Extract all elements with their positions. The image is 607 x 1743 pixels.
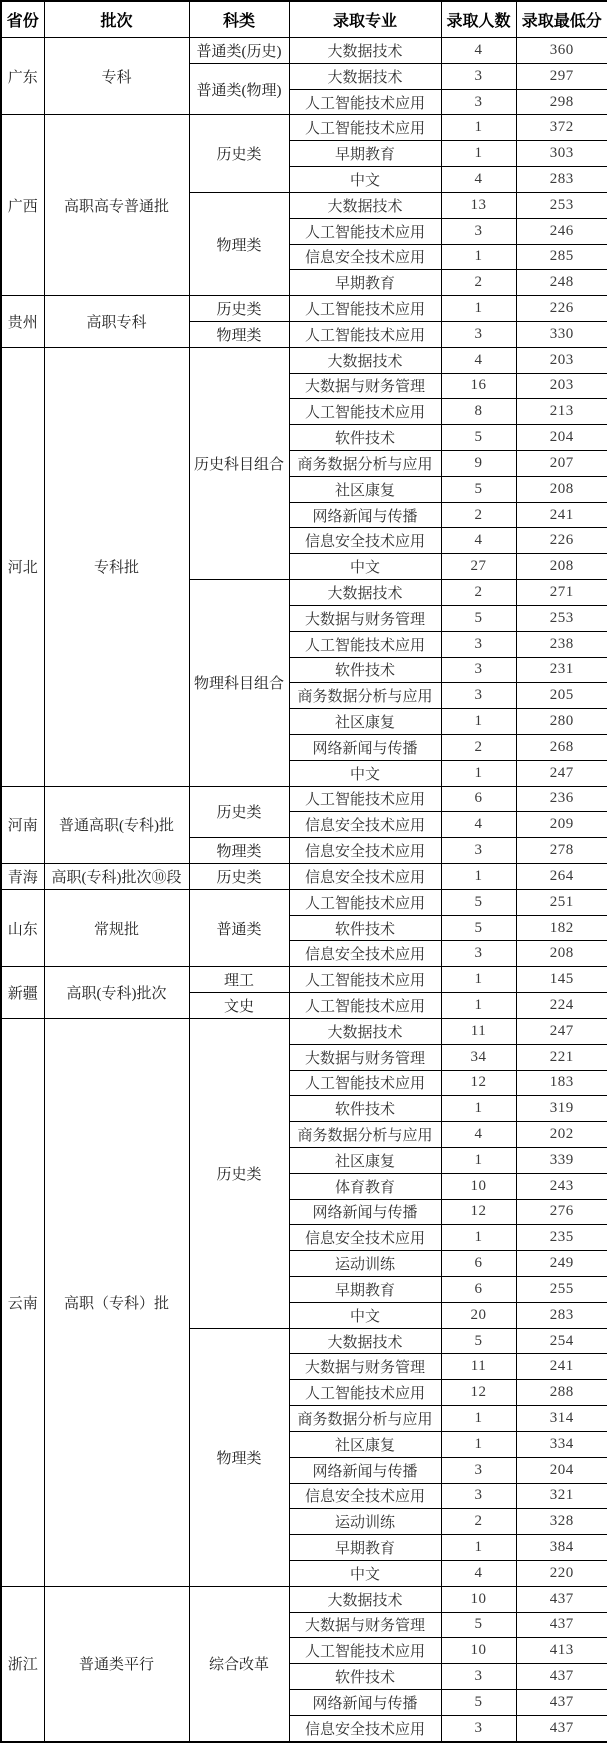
count-cell: 34 [441,1044,516,1070]
count-cell: 1 [441,141,516,167]
score-cell: 202 [516,1122,607,1148]
score-cell: 208 [516,476,607,502]
category-cell: 文史 [189,993,289,1019]
score-cell: 253 [516,192,607,218]
score-cell: 204 [516,425,607,451]
count-cell: 3 [441,321,516,347]
score-cell: 231 [516,657,607,683]
score-cell: 247 [516,1018,607,1044]
score-cell: 235 [516,1225,607,1251]
table-row [1,1018,607,1044]
major-cell: 社区康复 [289,1147,441,1173]
major-cell: 软件技术 [289,1664,441,1690]
major-cell: 商务数据分析与应用 [289,1122,441,1148]
major-cell: 商务数据分析与应用 [289,451,441,477]
score-cell: 339 [516,1147,607,1173]
count-cell: 4 [441,1560,516,1586]
major-cell: 人工智能技术应用 [289,967,441,993]
score-cell: 437 [516,1715,607,1742]
count-cell: 1 [441,1225,516,1251]
major-cell: 早期教育 [289,141,441,167]
major-cell: 早期教育 [289,1277,441,1303]
header-cell-batch: 批次 [44,1,189,38]
major-cell: 中文 [289,554,441,580]
score-cell: 247 [516,760,607,786]
score-cell: 183 [516,1070,607,1096]
category-cell: 历史科目组合 [189,347,289,579]
score-cell: 251 [516,889,607,915]
count-cell: 3 [441,1483,516,1509]
count-cell: 1 [441,115,516,141]
score-cell: 280 [516,709,607,735]
batch-cell: 普通高职(专科)批 [44,786,189,863]
score-cell: 283 [516,167,607,193]
major-cell: 商务数据分析与应用 [289,683,441,709]
table-header [1,1,607,38]
score-cell: 437 [516,1690,607,1716]
count-cell: 1 [441,760,516,786]
score-cell: 298 [516,89,607,115]
count-cell: 1 [441,1406,516,1432]
major-cell: 网络新闻与传播 [289,1690,441,1716]
province-cell: 青海 [1,864,44,890]
major-cell: 运动训练 [289,1509,441,1535]
count-cell: 3 [441,683,516,709]
province-cell: 河北 [1,347,44,786]
score-cell: 437 [516,1664,607,1690]
count-cell: 1 [441,1431,516,1457]
count-cell: 1 [441,967,516,993]
batch-cell: 普通类平行 [44,1586,189,1742]
count-cell: 5 [441,605,516,631]
major-cell: 软件技术 [289,1096,441,1122]
count-cell: 1 [441,993,516,1019]
major-cell: 人工智能技术应用 [289,993,441,1019]
count-cell: 3 [441,1664,516,1690]
score-cell: 321 [516,1483,607,1509]
major-cell: 信息安全技术应用 [289,864,441,890]
count-cell: 27 [441,554,516,580]
major-cell: 人工智能技术应用 [289,399,441,425]
category-cell: 历史类 [189,786,289,838]
major-cell: 信息安全技术应用 [289,838,441,864]
province-cell: 山东 [1,889,44,966]
count-cell: 6 [441,786,516,812]
score-cell: 241 [516,502,607,528]
major-cell: 软件技术 [289,915,441,941]
major-cell: 运动训练 [289,1251,441,1277]
count-cell: 1 [441,1096,516,1122]
score-cell: 248 [516,270,607,296]
province-cell: 新疆 [1,967,44,1019]
score-cell: 204 [516,1457,607,1483]
major-cell: 体育教育 [289,1173,441,1199]
score-cell: 255 [516,1277,607,1303]
count-cell: 4 [441,167,516,193]
table-row [1,786,607,812]
major-cell: 人工智能技术应用 [289,889,441,915]
major-cell: 大数据与财务管理 [289,1354,441,1380]
score-cell: 360 [516,38,607,64]
category-cell: 历史类 [189,296,289,322]
major-cell: 网络新闻与传播 [289,1457,441,1483]
count-cell: 3 [441,631,516,657]
count-cell: 3 [441,218,516,244]
major-cell: 商务数据分析与应用 [289,1406,441,1432]
count-cell: 5 [441,889,516,915]
score-cell: 268 [516,734,607,760]
count-cell: 3 [441,63,516,89]
table-row [1,889,607,915]
major-cell: 中文 [289,167,441,193]
score-cell: 220 [516,1560,607,1586]
header-cell-min-score: 录取最低分 [516,1,607,38]
score-cell: 253 [516,605,607,631]
count-cell: 16 [441,373,516,399]
major-cell: 社区康复 [289,709,441,735]
count-cell: 6 [441,1251,516,1277]
score-cell: 303 [516,141,607,167]
score-cell: 384 [516,1535,607,1561]
count-cell: 11 [441,1018,516,1044]
score-cell: 246 [516,218,607,244]
count-cell: 2 [441,1509,516,1535]
count-cell: 2 [441,580,516,606]
major-cell: 中文 [289,760,441,786]
major-cell: 大数据技术 [289,580,441,606]
count-cell: 5 [441,1328,516,1354]
category-cell: 历史类 [189,1018,289,1328]
major-cell: 信息安全技术应用 [289,1715,441,1742]
batch-cell: 专科批 [44,347,189,786]
major-cell: 大数据与财务管理 [289,605,441,631]
count-cell: 1 [441,1147,516,1173]
header-cell-province: 省份 [1,1,44,38]
score-cell: 330 [516,321,607,347]
count-cell: 4 [441,528,516,554]
province-cell: 浙江 [1,1586,44,1742]
province-cell: 河南 [1,786,44,863]
score-cell: 437 [516,1612,607,1638]
major-cell: 大数据与财务管理 [289,1612,441,1638]
score-cell: 226 [516,528,607,554]
count-cell: 5 [441,425,516,451]
count-cell: 12 [441,1199,516,1225]
major-cell: 人工智能技术应用 [289,218,441,244]
batch-cell: 高职(专科)批次⑩段 [44,864,189,890]
major-cell: 大数据技术 [289,38,441,64]
count-cell: 4 [441,347,516,373]
table-row [1,967,607,993]
score-cell: 236 [516,786,607,812]
count-cell: 2 [441,502,516,528]
major-cell: 人工智能技术应用 [289,1070,441,1096]
major-cell: 人工智能技术应用 [289,1380,441,1406]
category-cell: 物理类 [189,1328,289,1586]
category-cell: 物理类 [189,321,289,347]
major-cell: 大数据与财务管理 [289,1044,441,1070]
score-cell: 254 [516,1328,607,1354]
category-cell: 历史类 [189,864,289,890]
score-cell: 207 [516,451,607,477]
count-cell: 3 [441,89,516,115]
major-cell: 人工智能技术应用 [289,631,441,657]
count-cell: 3 [441,1457,516,1483]
major-cell: 社区康复 [289,476,441,502]
province-cell: 贵州 [1,296,44,348]
category-cell: 普通类 [189,889,289,966]
count-cell: 1 [441,864,516,890]
major-cell: 网络新闻与传播 [289,1199,441,1225]
major-cell: 中文 [289,1560,441,1586]
count-cell: 2 [441,270,516,296]
category-cell: 综合改革 [189,1586,289,1742]
score-cell: 278 [516,838,607,864]
score-cell: 314 [516,1406,607,1432]
category-cell: 物理类 [189,838,289,864]
major-cell: 大数据技术 [289,192,441,218]
header-cell-major: 录取专业 [289,1,441,38]
count-cell: 5 [441,1690,516,1716]
count-cell: 3 [441,941,516,967]
category-cell: 物理科目组合 [189,580,289,787]
category-cell: 普通类(历史) [189,38,289,64]
batch-cell: 常规批 [44,889,189,966]
count-cell: 11 [441,1354,516,1380]
table-row [1,1586,607,1612]
count-cell: 1 [441,709,516,735]
header-row [1,1,607,38]
count-cell: 9 [441,451,516,477]
score-cell: 276 [516,1199,607,1225]
table-row [1,38,607,64]
count-cell: 8 [441,399,516,425]
count-cell: 13 [441,192,516,218]
province-cell: 云南 [1,1018,44,1586]
count-cell: 4 [441,38,516,64]
score-cell: 372 [516,115,607,141]
category-cell: 历史类 [189,115,289,192]
score-cell: 288 [516,1380,607,1406]
major-cell: 信息安全技术应用 [289,528,441,554]
category-cell: 理工 [189,967,289,993]
count-cell: 4 [441,812,516,838]
count-cell: 3 [441,1715,516,1742]
major-cell: 大数据技术 [289,1018,441,1044]
batch-cell: 高职专科 [44,296,189,348]
count-cell: 6 [441,1277,516,1303]
major-cell: 人工智能技术应用 [289,321,441,347]
major-cell: 人工智能技术应用 [289,1638,441,1664]
batch-cell: 高职高专普通批 [44,115,189,296]
major-cell: 大数据技术 [289,63,441,89]
table-row [1,115,607,141]
major-cell: 信息安全技术应用 [289,1225,441,1251]
major-cell: 软件技术 [289,657,441,683]
table-body [1,38,607,1743]
count-cell: 12 [441,1380,516,1406]
score-cell: 249 [516,1251,607,1277]
major-cell: 信息安全技术应用 [289,244,441,270]
score-cell: 413 [516,1638,607,1664]
score-cell: 328 [516,1509,607,1535]
major-cell: 软件技术 [289,425,441,451]
major-cell: 信息安全技术应用 [289,941,441,967]
header-cell-count: 录取人数 [441,1,516,38]
score-cell: 203 [516,347,607,373]
score-cell: 271 [516,580,607,606]
table-row [1,347,607,373]
major-cell: 早期教育 [289,270,441,296]
score-cell: 334 [516,1431,607,1457]
major-cell: 人工智能技术应用 [289,89,441,115]
score-cell: 264 [516,864,607,890]
count-cell: 2 [441,734,516,760]
count-cell: 4 [441,1122,516,1148]
major-cell: 大数据技术 [289,347,441,373]
count-cell: 5 [441,915,516,941]
score-cell: 208 [516,941,607,967]
count-cell: 10 [441,1173,516,1199]
score-cell: 224 [516,993,607,1019]
score-cell: 241 [516,1354,607,1380]
count-cell: 3 [441,657,516,683]
count-cell: 3 [441,838,516,864]
count-cell: 20 [441,1302,516,1328]
major-cell: 人工智能技术应用 [289,786,441,812]
count-cell: 1 [441,1535,516,1561]
score-cell: 243 [516,1173,607,1199]
batch-cell: 高职(专科)批次 [44,967,189,1019]
score-cell: 297 [516,63,607,89]
table-row [1,864,607,890]
major-cell: 信息安全技术应用 [289,1483,441,1509]
province-cell: 广西 [1,115,44,296]
major-cell: 人工智能技术应用 [289,296,441,322]
score-cell: 182 [516,915,607,941]
count-cell: 1 [441,244,516,270]
count-cell: 1 [441,296,516,322]
major-cell: 早期教育 [289,1535,441,1561]
score-cell: 209 [516,812,607,838]
score-cell: 205 [516,683,607,709]
category-cell: 物理类 [189,192,289,295]
table-row [1,296,607,322]
score-cell: 238 [516,631,607,657]
score-cell: 221 [516,1044,607,1070]
major-cell: 中文 [289,1302,441,1328]
header-cell-category: 科类 [189,1,289,38]
major-cell: 大数据与财务管理 [289,373,441,399]
score-cell: 226 [516,296,607,322]
score-cell: 285 [516,244,607,270]
batch-cell: 专科 [44,38,189,115]
score-cell: 213 [516,399,607,425]
major-cell: 大数据技术 [289,1328,441,1354]
score-cell: 283 [516,1302,607,1328]
score-cell: 145 [516,967,607,993]
province-cell: 广东 [1,38,44,115]
score-cell: 203 [516,373,607,399]
score-cell: 437 [516,1586,607,1612]
count-cell: 5 [441,1612,516,1638]
batch-cell: 高职（专科）批 [44,1018,189,1586]
major-cell: 社区康复 [289,1431,441,1457]
score-cell: 319 [516,1096,607,1122]
count-cell: 10 [441,1586,516,1612]
major-cell: 信息安全技术应用 [289,812,441,838]
score-cell: 208 [516,554,607,580]
major-cell: 大数据技术 [289,1586,441,1612]
count-cell: 10 [441,1638,516,1664]
major-cell: 人工智能技术应用 [289,115,441,141]
count-cell: 12 [441,1070,516,1096]
major-cell: 网络新闻与传播 [289,734,441,760]
category-cell: 普通类(物理) [189,63,289,115]
count-cell: 5 [441,476,516,502]
major-cell: 网络新闻与传播 [289,502,441,528]
